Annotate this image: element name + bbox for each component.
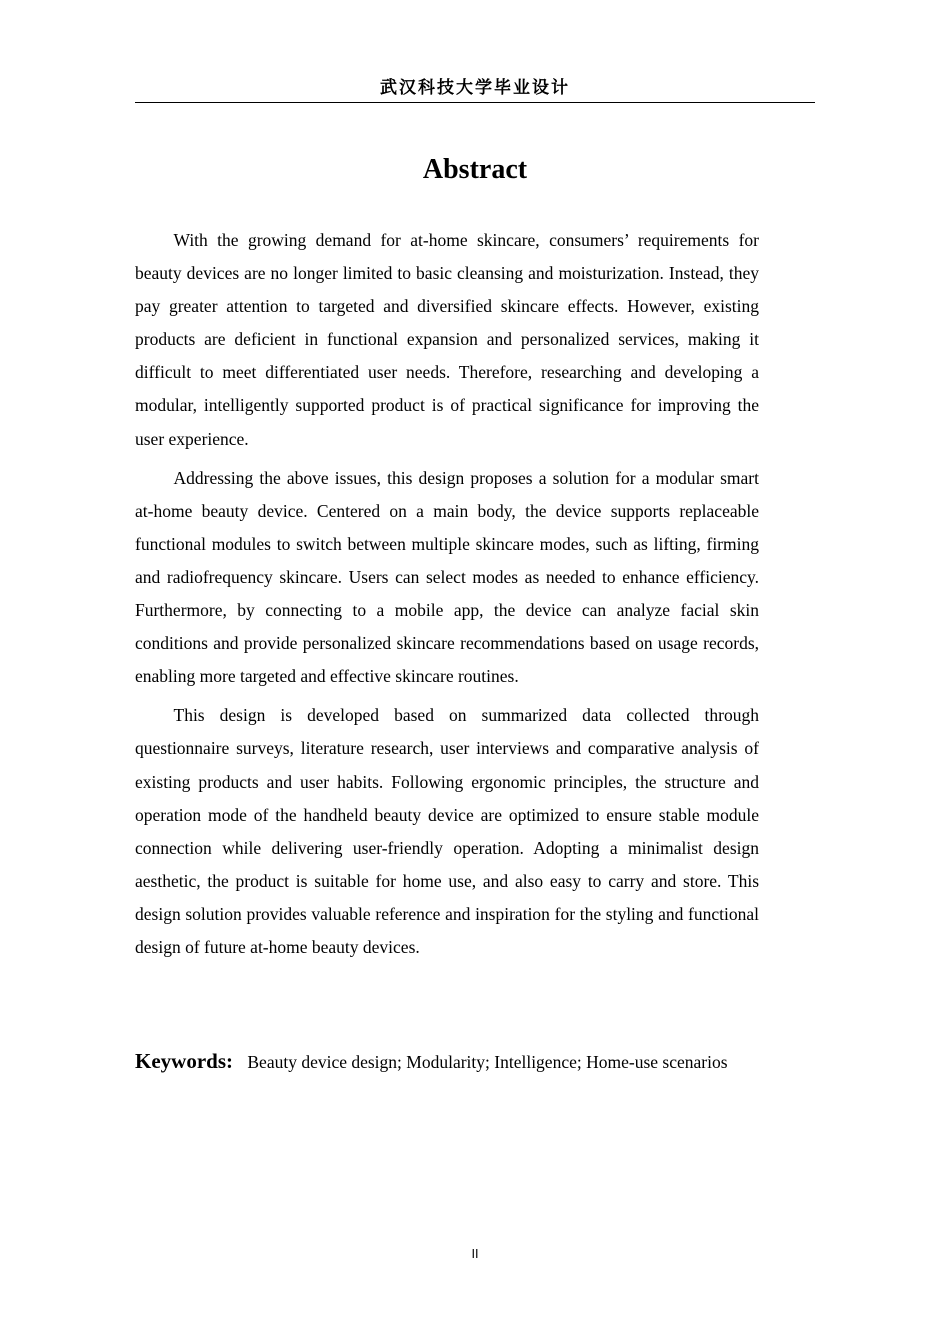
page-header bbox=[135, 76, 815, 103]
header-title: 武汉科技大学毕业设计 bbox=[380, 78, 570, 98]
keywords-label: Keywords: bbox=[135, 1049, 233, 1073]
page-number: II bbox=[471, 1247, 479, 1261]
abstract-title: Abstract bbox=[422, 154, 528, 185]
abstract-paragraph-2: Addressing the above issues, this design proposes a solution for a modular smart at-home beauty device. Centered on a main body, the device supports replaceable functional modules to switch between multiple skincare modes, such as lifting, firming and radiofrequency skincare. Users can select modes as needed to enhance efficiency. Furthermore, by connecting to a mobile app, the device can analyze facial skin conditions and provide personalized skincare recommendations based on usage records, enabling more targeted and effective skincare routines. bbox=[135, 467, 759, 687]
keywords-text: Beauty device design; Modularity; Intelligence; Home-use scenarios bbox=[247, 1052, 728, 1072]
abstract-body bbox=[135, 224, 759, 970]
abstract-paragraph-3: This design is developed based on summarized data collected through questionnaire surveys, literature research, user interviews and comparative analysis of existing products and user habits. Following ergonomic principles, the structure and operation mode of the handheld beauty device are optimized to ensure stable module connection while delivering user-friendly operation. Adopting a minimalist design aesthetic, the product is suitable for home use, and also easy to carry and store. This design solution provides valuable reference and inspiration for the styling and functional design of future at-home beauty devices. bbox=[135, 705, 759, 957]
abstract-paragraph-1: With the growing demand for at-home skincare, consumers’ requirements for beauty devices are no longer limited to basic cleansing and moisturization. Instead, they pay greater attention to targeted and diversified skincare effects. However, existing products are deficient in functional expansion and personalized services, making it difficult to meet differentiated user needs. Therefore, researching and developing a modular, intelligently supported product is of practical significance for improving the user experience. bbox=[135, 230, 759, 449]
keywords-block bbox=[135, 1044, 759, 1080]
